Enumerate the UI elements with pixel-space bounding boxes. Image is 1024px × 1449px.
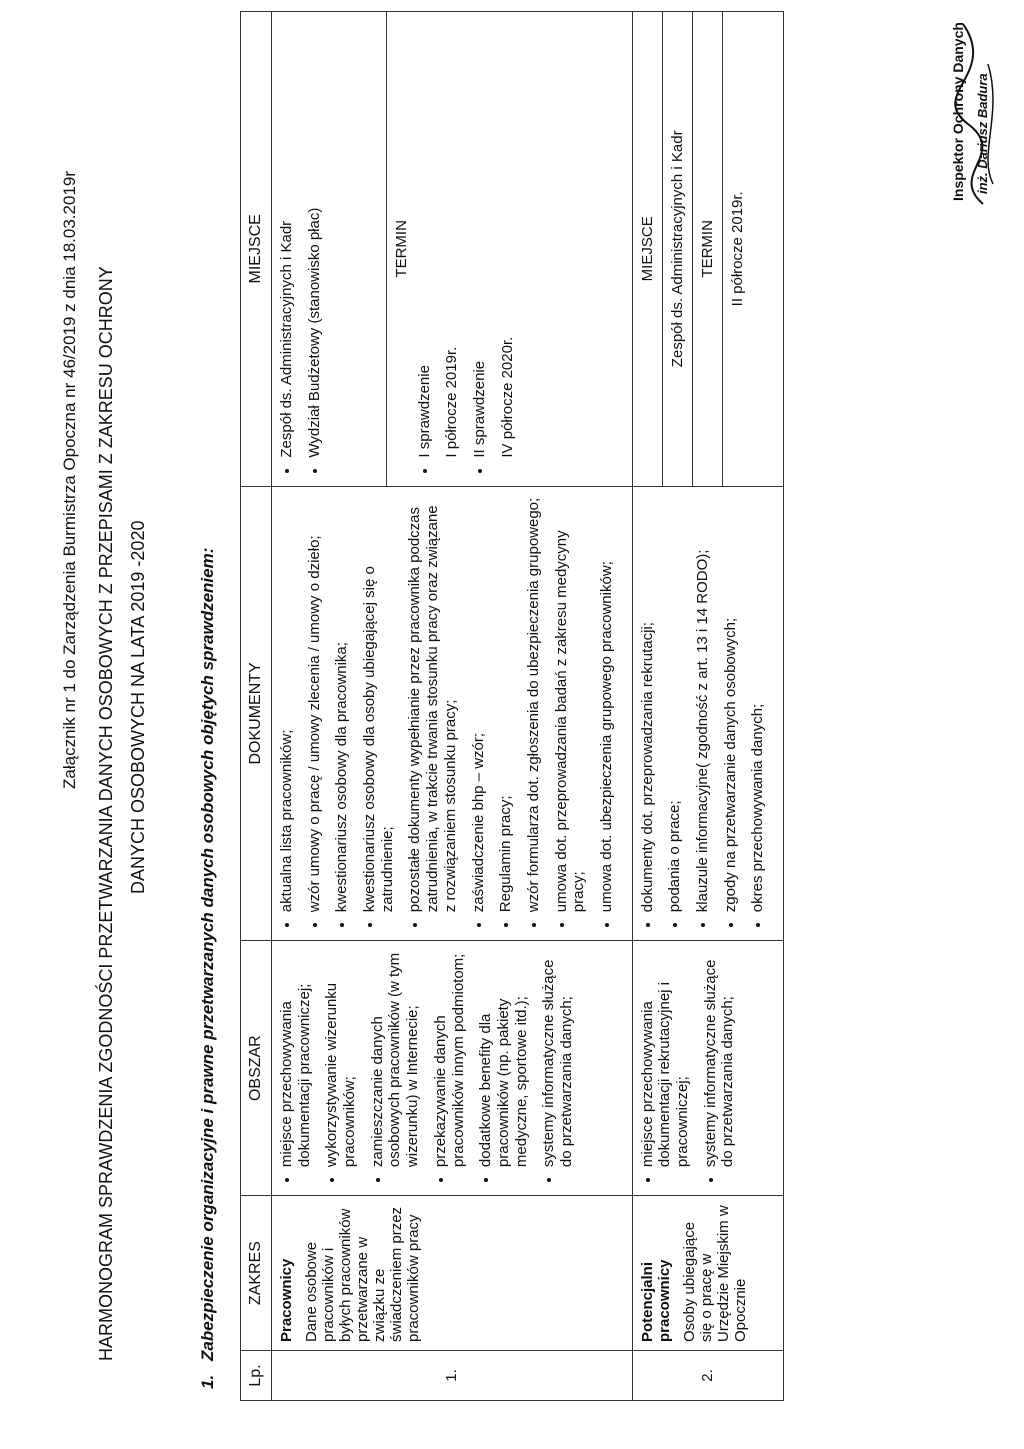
table-header-row: [241, 12, 272, 1401]
header-zakres: ZAKRES: [241, 1196, 272, 1351]
list-item: • zgody na przetwarzanie danych osobowych;: [722, 495, 740, 913]
row-obszar: [632, 941, 783, 1196]
list-item: • zaświadczenie bhp – wzór;: [470, 495, 488, 913]
row-dokumenty: [632, 486, 783, 941]
row-termin: [386, 12, 632, 487]
list-item: • systemy informatyczne służące do przetwarzania danych;: [540, 949, 575, 1167]
zakres-title: Pracownicy: [278, 1258, 295, 1343]
termin-label: TERMIN: [392, 220, 410, 278]
list-item: • okres przechowywania danych;: [749, 495, 767, 913]
document-title-line2: DANYCH OSOBOWYCH NA LATA 2019 -2020: [128, 520, 148, 894]
list-item: • przekazywanie danych pracowników innym podmiotom;: [432, 949, 467, 1167]
header-obszar: OBSZAR: [241, 941, 272, 1196]
list-item: • podania o prace;: [666, 495, 684, 913]
zakres-title: Potencjalni pracownicy: [638, 1259, 673, 1343]
attachment-note: Załącznik nr 1 do Zarządzenia Burmistrza Opoczna nr 46/2019 z dnia 18.03.2019r: [60, 170, 79, 789]
header-lp: Lp.: [241, 1351, 272, 1401]
list-item: • kwestionariusz osobowy dla osoby ubiegającej się o zatrudnienie;: [361, 495, 396, 913]
document-title-line1: HARMONOGRAM SPRAWDZENIA ZGODNOŚCI PRZETWARZANIA DANYCH OSOBOWYCH Z PRZEPISAMI Z ZAKRESU OCHRONY: [96, 266, 116, 1361]
section-title: Zabezpieczenie organizacyjne i prawne przetwarzanych danych osobowych objętych sprawdzeniem:: [198, 547, 217, 1361]
list-item: • umowa dot. przeprowadzania badań z zakresu medycyny pracy;: [553, 495, 588, 913]
row-lp: 1.: [272, 1351, 633, 1401]
header-miejsce: MIEJSCE: [241, 12, 272, 487]
list-item: • klauzule informacyjne( zgodność z art. 13 i 14 RODO);: [694, 495, 712, 913]
list-item: • dokumenty dot. przeprowadzania rekrutacji;: [639, 495, 657, 913]
list-item: • wzór umowy o pracę / umowy zlecenia / umowy o dzieło;: [306, 495, 324, 913]
list-item: • miejsce przechowywania dokumentacji rekrutacyjnej i pracowniczej;: [639, 949, 692, 1167]
list-item: • pozostałe dokumenty wypełnianie przez pracownika podczas zatrudnienia, w trakcie trwania stosunku pracy oraz związane z rozwiązaniem stosunku pracy;: [406, 495, 459, 913]
termin-label: TERMIN: [693, 12, 723, 486]
header-dokumenty: DOKUMENTY: [241, 486, 272, 941]
row-miejsce: [272, 12, 387, 487]
list-item: • umowa dot. ubezpieczenia grupowego pracowników;: [598, 495, 616, 913]
miejsce-value: Zespół ds. Administracyjnych i Kadr: [663, 12, 693, 486]
table-row: [632, 12, 783, 1401]
table-row: [272, 12, 387, 1401]
termin-value: II półrocze 2019r.: [728, 191, 746, 307]
list-item: • wykorzystywanie wizerunku pracowników;: [323, 949, 358, 1167]
list-item: • aktualna lista pracowników;: [278, 495, 296, 913]
list-item: • wzór formularza dot. zgłoszenia do ubezpieczenia grupowego;: [525, 495, 543, 913]
list-item: • kwestionariusz osobowy dla pracownika;: [333, 495, 351, 913]
list-item: IV półrocze 2020r.: [498, 336, 516, 458]
miejsce-label: MIEJSCE: [633, 12, 663, 486]
list-item: • Zespół ds. Administracyjnych i Kadr: [278, 20, 296, 458]
row-miejsce-termin: [632, 12, 783, 487]
list-item: • Regulamin pracy;: [497, 495, 515, 913]
list-item: • zamieszczanie danych osobowych pracowników (w tym wizerunku) w Internecie;: [369, 949, 422, 1167]
list-item: • miejsce przechowywania dokumentacji pracowniczej;: [278, 949, 313, 1167]
zakres-description: Dane osobowe pracowników i byłych pracowników przetwarzane w związku ze świadczeniem przez pracowników pracy: [303, 1206, 422, 1343]
section-number: 1.: [198, 1374, 217, 1389]
list-item: • systemy informatyczne służące do przetwarzania danych;: [702, 949, 737, 1167]
stamp-title: Inspektor Ochrony Danych: [950, 22, 966, 201]
row-zakres: [632, 1196, 783, 1351]
schedule-table: [240, 11, 784, 1401]
list-item: • Wydział Budżetowy (stanowisko płac): [306, 20, 324, 458]
list-item: • I sprawdzenie: [416, 20, 434, 458]
stamp-name: inż. Dariusz Badura: [975, 73, 990, 194]
row-zakres: [272, 1196, 633, 1351]
list-item: • dodatkowe benefity dla pracowników (np. pakiety medyczne, sportowe itd.);: [477, 949, 530, 1167]
row-lp: 2.: [632, 1351, 783, 1401]
row-obszar: [272, 941, 633, 1196]
list-item: I półrocze 2019r.: [443, 346, 461, 458]
list-item: • II sprawdzenie: [471, 20, 489, 458]
zakres-description: Osoby ubiegające się o pracę w Urzędzie Miejskim w Opocznie: [680, 1205, 749, 1343]
row-dokumenty: [272, 486, 633, 941]
